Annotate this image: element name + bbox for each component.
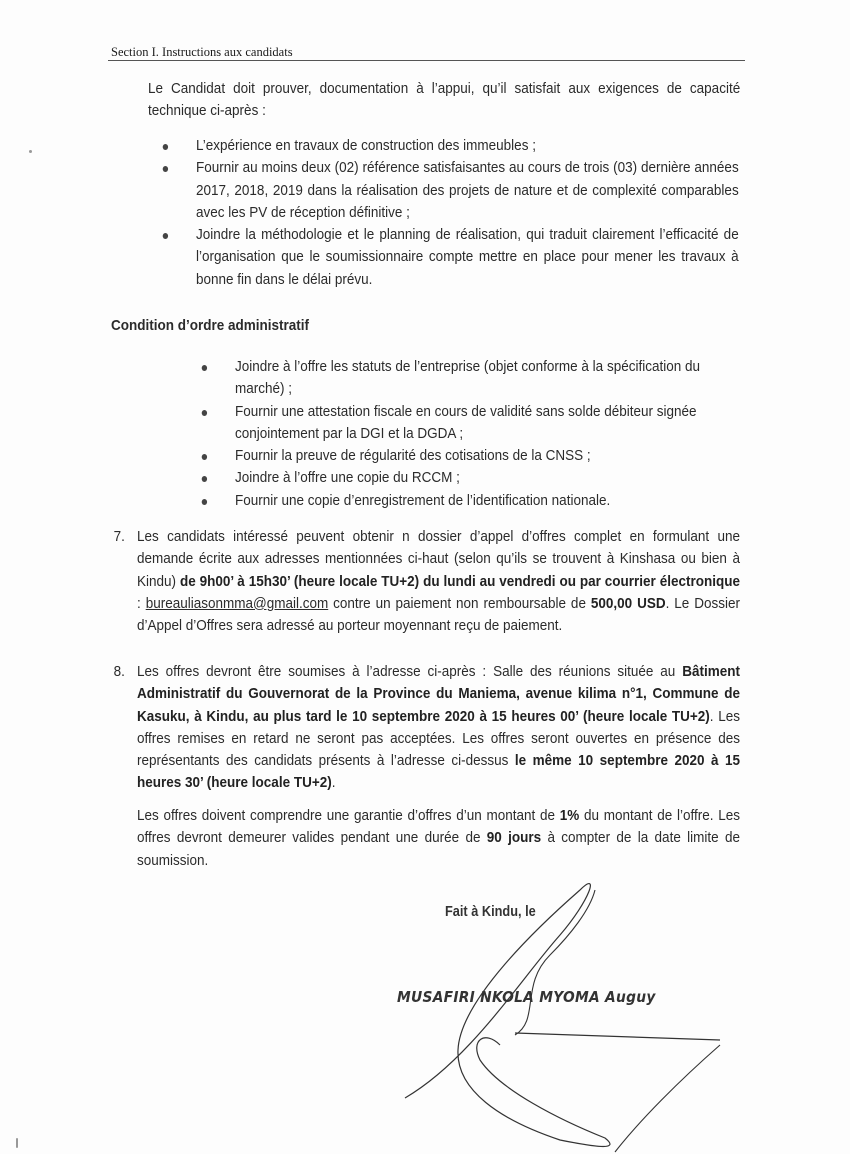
bullet-icon <box>163 166 168 172</box>
bullet-icon <box>202 410 207 416</box>
paragraph-number: 7. <box>113 528 125 545</box>
list-item: Fournir la preuve de régularité des cotisations de la CNSS ; <box>235 445 746 467</box>
list-item: Joindre à l’offre les statuts de l’entreprise (objet conforme à la spécification du marché) ; <box>235 356 746 401</box>
header-rule <box>108 60 745 61</box>
bullet-icon <box>163 144 168 150</box>
administrative-heading: Condition d’ordre administratif <box>111 317 309 334</box>
list-item: Fournir au moins deux (02) référence satisfaisantes au cours de trois (03) dernière années 2017, 2018, 2019 dans la réalisation des projets de nature et de complexité comparables avec les PV de réception définitive ; <box>196 157 739 224</box>
bullet-icon <box>202 454 207 460</box>
list-item: Joindre à l’offre une copie du RCCM ; <box>235 467 746 489</box>
section-header: Section I. Instructions aux candidats <box>111 45 293 59</box>
bullet-icon <box>202 365 207 371</box>
signature-place: Fait à Kindu, le <box>445 904 536 920</box>
bullet-icon <box>202 476 207 482</box>
list-item: Fournir une attestation fiscale en cours de validité sans solde débiteur signée conjointement par la DGI et la DGDA ; <box>235 401 746 446</box>
list-item: Joindre la méthodologie et le planning de réalisation, qui traduit clairement l’efficacité de l’organisation que le soumissionnaire compte mettre en place pour mener les travaux à bonne fin dans le délai prévu. <box>196 224 739 291</box>
email-link[interactable]: bureauliasonmma@gmail.com <box>145 594 329 612</box>
bullet-icon <box>202 499 207 505</box>
paragraph-number: 8. <box>113 663 125 680</box>
bullet-icon <box>163 233 168 239</box>
technical-list <box>196 135 739 291</box>
paragraph-7: 7. Les candidats intéressé peuvent obtenir n dossier d’appel d’offres complet en formulant une demande écrite aux adresses mentionnées ci-haut (selon qu’ils se trouvent à Kinshasa ou bien à Kindu) de 9h00’ à 15h30’ (heure locale TU+2) du lundi au vendredi ou par courrier électronique : bureauliasonmma@gmail.com contre un paiement non remboursable de 500,00 USD. Le Dossier d’Appel d’Offres sera adressé au porteur moyennant reçu de paiement. <box>113 528 740 635</box>
administrative-list <box>235 356 746 512</box>
paragraph-8: 8. Les offres devront être soumises à l’adresse ci-après : Salle des réunions située au Bâtiment Administratif du Gouvernorat de la Province du Maniema, avenue kilima n°1, Commune de Kasuku, à Kindu, au plus tard le 10 septembre 2020 à 15 heures 00’ (heure locale TU+2). Les offres remises en retard ne seront pas acceptées. Les offres seront ouvertes en présence des représentants des candidats présents à l’adresse ci-dessus le même 10 septembre 2020 à 15 heures 30’ (heure locale TU+2). <box>113 663 740 792</box>
signatory-name: MUSAFIRI NKOLA MYOMA Auguy <box>397 988 656 1006</box>
scan-speck <box>16 1138 18 1148</box>
scan-speck <box>29 150 32 153</box>
list-item: L’expérience en travaux de construction des immeubles ; <box>196 135 739 157</box>
guarantee-paragraph: Les offres doivent comprendre une garantie d’offres d’un montant de 1% du montant de l’offre. Les offres devront demeurer valides pendant une durée de 90 jours à compter de la date limite de soumission. <box>137 807 740 869</box>
list-item: Fournir une copie d’enregistrement de l’identification nationale. <box>235 490 746 512</box>
technical-intro: Le Candidat doit prouver, documentation à l’appui, qu’il satisfait aux exigences de capacité technique ci-après : <box>148 80 741 120</box>
